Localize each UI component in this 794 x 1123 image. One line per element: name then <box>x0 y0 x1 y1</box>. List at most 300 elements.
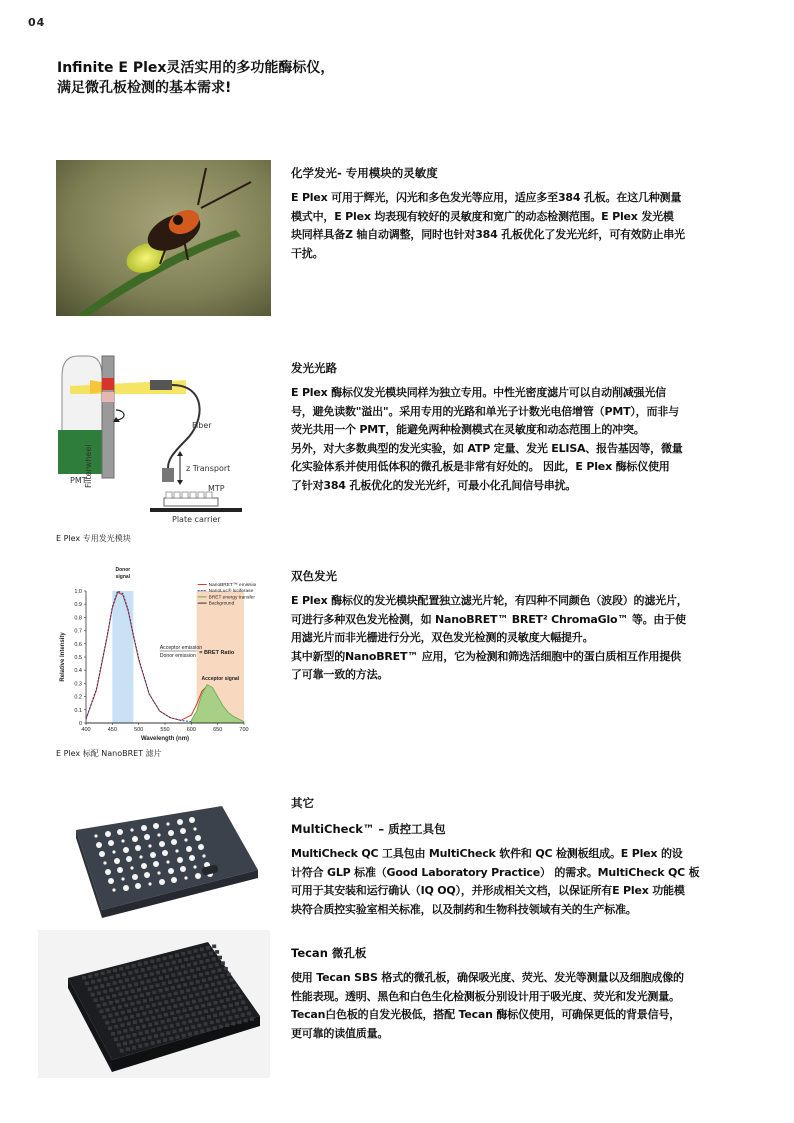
plate-well <box>179 1028 183 1032</box>
plate-well <box>136 1026 140 1030</box>
plate-well <box>231 1022 235 1026</box>
plate-well <box>103 990 107 994</box>
multicheck-hole <box>150 852 156 858</box>
plate-well <box>193 974 197 978</box>
annotation-donor-emission: Donor emission <box>159 653 196 659</box>
plate-well <box>121 1011 125 1015</box>
section-heading: 其它 <box>291 796 314 810</box>
multicheck-hole <box>135 883 141 889</box>
plate-well <box>223 992 227 996</box>
plate-well <box>128 997 132 1001</box>
paragraph-line: 其中新型的NanoBRET™ 应用，它为检测和筛选活细胞中的蛋白质相互作用提供 <box>291 649 681 663</box>
y-tick-label: 1.0 <box>74 589 82 595</box>
plate-well <box>198 998 202 1002</box>
plate-well <box>214 1001 218 1005</box>
plate-well <box>241 1001 245 1005</box>
x-tick-label: 550 <box>160 727 170 733</box>
plate-well <box>146 1005 150 1009</box>
plate-well <box>102 1015 106 1019</box>
plate-well <box>166 962 170 966</box>
plate-well <box>164 1013 168 1017</box>
page-number: 04 <box>28 16 46 29</box>
plate-well <box>226 1011 230 1015</box>
plate-well <box>122 973 126 977</box>
paragraph-line: 使用 Tecan SBS 格式的微孔板，确保吸光度、荧光、发光等测量以及细胞成像的 <box>291 971 684 984</box>
plate-well <box>111 1019 115 1023</box>
plate-well <box>233 984 237 988</box>
y-tick-label: 0.8 <box>74 615 82 622</box>
plate-well <box>169 1037 173 1041</box>
plate-well <box>216 1007 220 1011</box>
plate-well <box>244 1019 248 1023</box>
plate-well <box>109 988 113 992</box>
plate-well <box>221 961 225 965</box>
plate-well <box>97 991 101 995</box>
plate-well <box>188 1020 192 1024</box>
plate-well <box>123 1042 127 1046</box>
multicheck-hole <box>123 847 129 853</box>
paragraph-line: 可进行多种双色发光检测，如 NanoBRET™ BRET² ChromaGlo™ 等。由于使 <box>291 612 686 626</box>
plate-well <box>142 1012 146 1016</box>
multicheck-hole <box>153 823 159 829</box>
annotation-donor-signal-2: signal <box>115 574 131 580</box>
plate-well <box>211 995 215 999</box>
plate-well <box>238 1008 242 1012</box>
multicheck-hole <box>195 873 201 879</box>
y-tick-label: 0.9 <box>74 602 82 609</box>
plate-well <box>205 971 209 975</box>
plate-well <box>138 963 142 967</box>
section-paragraph <box>291 845 751 919</box>
firefly-photo <box>56 160 271 316</box>
plate-well <box>138 1044 142 1048</box>
plate-well <box>161 1020 165 1024</box>
x-tick-label: 500 <box>134 727 144 733</box>
plate-well <box>230 978 234 982</box>
section-paragraph <box>291 969 751 1043</box>
y-tick-label: 0.7 <box>74 628 82 635</box>
plate-well <box>115 1000 119 1004</box>
multicheck-hole <box>148 844 151 847</box>
plate-well <box>215 963 219 967</box>
plate-well <box>163 957 167 961</box>
plate-well <box>210 1008 214 1012</box>
plate-well <box>215 950 219 954</box>
plate-well <box>195 1005 199 1009</box>
plate-well <box>157 1040 161 1044</box>
plate-well <box>141 968 145 972</box>
plate-well <box>145 1017 149 1021</box>
plate-well <box>226 998 230 1002</box>
plate-well <box>206 959 210 963</box>
plate-well <box>150 972 154 976</box>
multicheck-hole <box>108 840 114 846</box>
plate-well <box>144 974 148 978</box>
paragraph-line: 更可靠的读值质量。 <box>291 1026 389 1040</box>
plate-well <box>161 995 165 999</box>
x-tick-label: 650 <box>213 727 223 733</box>
plate-well <box>112 994 116 998</box>
multicheck-hole <box>141 825 147 831</box>
plate-well <box>206 946 210 950</box>
paragraph-line: E Plex 酶标仪的发光模块配置独立滤光片轮，有四种不同颜色（波段）的滤光片， <box>291 594 688 607</box>
multicheck-hole <box>168 830 174 836</box>
plate-well <box>181 952 185 956</box>
plate-well <box>140 1006 144 1010</box>
plate-well <box>117 1043 121 1047</box>
plate-well <box>185 1014 189 1018</box>
plate-well <box>194 949 198 953</box>
label-z-transport: z Transport <box>186 464 231 473</box>
plate-well <box>162 982 166 986</box>
plate-well <box>151 1029 155 1033</box>
plate-well <box>167 1006 171 1010</box>
section-tecan-plates <box>291 945 751 1043</box>
plate-well <box>186 989 190 993</box>
plate-well <box>182 1021 186 1025</box>
plate-well <box>150 960 154 964</box>
plate-well <box>223 980 227 984</box>
plate-well <box>178 959 182 963</box>
paragraph-line: 计符合 GLP 标准（Good Laboratory Practice） 的需求。MultiCheck QC 板 <box>291 865 700 879</box>
plate-well <box>199 973 203 977</box>
plate-well <box>126 1047 130 1051</box>
legend-label: Background <box>208 601 235 607</box>
plate-well <box>201 1004 205 1008</box>
plate-well <box>99 1010 103 1014</box>
plate-well <box>167 1019 171 1023</box>
plate-well <box>218 968 222 972</box>
plate-well <box>91 993 95 997</box>
chart-band-donor <box>112 591 133 723</box>
plate-well <box>144 961 148 965</box>
plate-well <box>118 1005 122 1009</box>
paragraph-line: 可用于其安装和运行确认（IQ OQ），并形成相关文档，以保证所有E Plex 功能模 <box>291 884 685 897</box>
plate-well <box>186 1001 190 1005</box>
plate-well <box>160 1033 164 1037</box>
plate-well <box>125 991 129 995</box>
plate-well <box>219 1025 223 1029</box>
paragraph-line: 化实验体系并使用低体积的微孔板是非常有好处的。 因此，E Plex 酶标仪使用 <box>291 460 670 473</box>
plate-well <box>82 976 86 980</box>
plate-well <box>149 985 153 989</box>
legend-label: NanoLuc® luciferase <box>208 589 254 595</box>
plate-well <box>113 969 117 973</box>
plate-well <box>100 997 104 1001</box>
x-axis-label: Wavelength (nm) <box>140 736 190 742</box>
paragraph-line: 块符合质控实验室相关标准，以及制药和生物科技领域有关的生产标准。 <box>291 902 637 916</box>
plate-well <box>235 989 239 993</box>
paragraph-line: E Plex 酶标仪发光模块同样为独立专用。中性光密度滤片可以自动削减强光信 <box>291 386 666 399</box>
plate-well <box>176 1023 180 1027</box>
plate-well <box>137 975 141 979</box>
plate-well <box>207 1028 211 1032</box>
plate-well <box>94 986 98 990</box>
plate-well <box>182 1034 186 1038</box>
label-pmt: PMT <box>70 476 87 485</box>
plate-well <box>176 1010 180 1014</box>
multicheck-hole <box>166 822 169 825</box>
multicheck-hole <box>177 857 183 863</box>
label-filterwheel: Filterwheel <box>84 444 93 488</box>
plate-well <box>227 973 231 977</box>
plate-well <box>88 975 92 979</box>
plate-well <box>241 1013 245 1017</box>
plate-well <box>134 995 138 999</box>
plate-well <box>88 987 92 991</box>
label-fiber: Fiber <box>192 421 212 430</box>
plate-well <box>197 955 201 959</box>
plate-well <box>152 1003 156 1007</box>
plate-well <box>159 976 163 980</box>
plate-well <box>140 994 144 998</box>
plate-well <box>187 976 191 980</box>
paragraph-line: 块同样具备Z 轴自动调整，同时也针对384 孔板优化了发光光纤，可有效防止串光 <box>291 228 685 241</box>
y-axis-label: Relative Intensity <box>60 632 66 682</box>
paragraph-line: 了针对384 孔板优化的发光光纤，可最小化孔间信号串扰。 <box>291 478 577 492</box>
plate-well <box>106 983 110 987</box>
plate-well <box>214 988 218 992</box>
plate-well <box>212 945 216 949</box>
plate-well <box>149 998 153 1002</box>
plate-well <box>207 1002 211 1006</box>
plate-well <box>232 1009 236 1013</box>
plate-well <box>180 977 184 981</box>
plate-well <box>247 1012 251 1016</box>
multicheck-hole <box>186 846 192 852</box>
y-tick-label: 0.5 <box>74 655 82 661</box>
plate-well <box>168 968 172 972</box>
plate-well <box>225 1023 229 1027</box>
y-tick-label: 0.6 <box>74 641 82 648</box>
plate-well <box>174 992 178 996</box>
label-plate-carrier: Plate carrier <box>172 515 221 524</box>
plate-well <box>169 955 173 959</box>
plate-well <box>151 1041 155 1045</box>
paragraph-line: MultiCheck QC 工具包由 MultiCheck 软件和 QC 检测板组成。E Plex 的设 <box>291 847 683 860</box>
plate-well <box>168 993 172 997</box>
plate-well <box>207 1015 211 1019</box>
plate-well <box>178 972 182 976</box>
x-tick-label: 700 <box>239 727 249 733</box>
plate-well <box>161 1007 165 1011</box>
plate-well <box>114 1025 118 1029</box>
multicheck-hole <box>148 882 151 885</box>
plate-well <box>159 989 163 993</box>
page-title <box>57 58 477 98</box>
plate-well <box>181 965 185 969</box>
plate-well <box>157 1027 161 1031</box>
multicheck-hole <box>189 855 195 861</box>
plate-well <box>229 991 233 995</box>
plate-well <box>158 1014 162 1018</box>
paragraph-line: 干扰。 <box>291 246 324 260</box>
plate-well <box>203 953 207 957</box>
plate-well <box>156 958 160 962</box>
plate-well <box>201 1017 205 1021</box>
multicheck-hole <box>162 850 168 856</box>
plate-well <box>217 994 221 998</box>
plate-well <box>191 1025 195 1029</box>
plate-well <box>124 1004 128 1008</box>
section-heading: 化学发光- 专用模块的灵敏度 <box>291 166 438 180</box>
multicheck-hole <box>177 819 183 825</box>
plate-well <box>133 1020 137 1024</box>
plate-well <box>130 1015 134 1019</box>
multicheck-hole <box>108 878 114 884</box>
plate-well <box>196 980 200 984</box>
multicheck-hole <box>126 856 132 862</box>
plate-well <box>194 1031 198 1035</box>
annotation-acceptor-emission: Acceptor emission <box>159 645 203 651</box>
multicheck-hole <box>189 817 195 823</box>
plate-well <box>226 985 230 989</box>
plate-well <box>223 1005 227 1009</box>
plate-well <box>195 993 199 997</box>
multicheck-hole <box>159 879 165 885</box>
plate-well <box>164 1000 168 1004</box>
annotation-bret-ratio: = BRET Ratio <box>199 650 235 656</box>
multicheck-hole <box>184 876 187 879</box>
legend-label: BRET energy transfer <box>208 595 255 601</box>
paragraph-line: 性能表现。透明、黑色和白色生化检测板分别设计用于吸光度、荧光和发光测量。 <box>291 989 680 1003</box>
plate-well <box>173 1030 177 1034</box>
plate-well <box>166 1031 170 1035</box>
plate-well <box>192 1000 196 1004</box>
plate-well <box>91 980 95 984</box>
plate-well <box>213 1014 217 1018</box>
plate-well <box>125 978 129 982</box>
plate-well <box>222 1018 226 1022</box>
plate-well <box>193 962 197 966</box>
plate-well <box>120 1036 124 1040</box>
plate-well <box>147 967 151 971</box>
plate-well <box>214 976 218 980</box>
plate-well <box>143 986 147 990</box>
plate-well <box>190 956 194 960</box>
optical-path-diagram <box>56 350 256 530</box>
x-tick-label: 450 <box>107 727 117 733</box>
multicheck-hole <box>195 835 201 841</box>
plate-well <box>117 1031 121 1035</box>
plate-well <box>187 963 191 967</box>
multicheck-hole <box>99 851 105 857</box>
tecan-microplate-photo <box>38 930 270 1078</box>
y-tick-label: 0.4 <box>74 668 82 675</box>
section-subheading: MultiCheck™ – 质控工具包 <box>291 822 446 836</box>
plate-well <box>183 996 187 1000</box>
plate-well <box>192 1013 196 1017</box>
diagram-caption: E Plex 专用发光模块 <box>56 534 131 543</box>
page-title-line-1: Infinite E Plex灵活实用的多功能酶标仪， <box>57 60 335 76</box>
plate-well <box>149 1010 153 1014</box>
plate-well <box>171 986 175 990</box>
plate-well <box>171 999 175 1003</box>
plate-well <box>208 990 212 994</box>
paragraph-line: 了可靠一致的方法。 <box>291 668 389 681</box>
plate-well <box>195 1018 199 1022</box>
plate-well <box>198 1011 202 1015</box>
plate-well <box>196 967 200 971</box>
plate-well <box>130 1002 134 1006</box>
plate-well <box>108 1026 112 1030</box>
plate-well <box>156 971 160 975</box>
plate-well <box>132 1046 136 1050</box>
annotation-donor-signal: Donor <box>115 567 131 573</box>
plate-well <box>184 970 188 974</box>
section-heading: 双色发光 <box>291 569 337 583</box>
plate-well <box>164 1026 168 1030</box>
multicheck-hole <box>105 831 111 837</box>
plate-well <box>135 1039 139 1043</box>
plate-well <box>154 1034 158 1038</box>
plate-well <box>209 952 213 956</box>
paragraph-line: E Plex 可用于辉光，闪光和多色发光等应用，适应多至384 孔板。在这几种测量 <box>291 191 682 204</box>
section-other <box>291 795 751 919</box>
multicheck-hole <box>175 849 178 852</box>
section-paragraph <box>291 384 751 495</box>
plate-well <box>199 986 203 990</box>
multicheck-hole <box>132 836 138 842</box>
plate-well <box>232 996 236 1000</box>
plate-well <box>103 1003 107 1007</box>
plate-well <box>121 1023 125 1027</box>
plate-well <box>97 1004 101 1008</box>
plate-well <box>165 988 169 992</box>
plate-well <box>85 982 89 986</box>
paragraph-line: 用滤光片而非光栅进行分光，双色发光检测的灵敏度大幅提升。 <box>291 631 594 644</box>
plate-well <box>110 976 114 980</box>
plate-well <box>106 995 110 999</box>
multicheck-hole <box>94 834 97 837</box>
plate-well <box>176 1035 180 1039</box>
plate-well <box>180 1003 184 1007</box>
plate-well <box>156 983 160 987</box>
multicheck-hole <box>117 829 123 835</box>
plate-well <box>112 1007 116 1011</box>
plate-well <box>180 990 184 994</box>
plate-well <box>199 960 203 964</box>
plate-well <box>220 999 224 1003</box>
plate-well <box>94 998 98 1002</box>
plate-well <box>120 1049 124 1053</box>
plate-well <box>134 982 138 986</box>
plate-well <box>152 1016 156 1020</box>
legend-label: NanoBRET™ emission <box>208 583 256 588</box>
plate-well <box>148 1036 152 1040</box>
plate-well <box>116 987 120 991</box>
plate-well <box>115 1012 119 1016</box>
paragraph-line: 号，避免读数"溢出"。采用专用的光路和单光子计数光电倍增管（PMT），而非与 <box>291 404 679 418</box>
multicheck-hole <box>144 834 150 840</box>
section-dual-color <box>291 568 751 685</box>
annotation-acceptor-signal: Acceptor signal <box>201 676 240 682</box>
multicheck-hole <box>144 872 150 878</box>
multicheck-hole <box>103 861 106 864</box>
plate-well <box>140 981 144 985</box>
plate-well <box>212 957 216 961</box>
plate-well <box>119 967 123 971</box>
plate-well <box>127 1009 131 1013</box>
plate-well <box>190 969 194 973</box>
chart-caption: E Plex 标配 NanoBRET 滤片 <box>56 749 162 758</box>
multicheck-hole <box>135 845 141 851</box>
plate-well <box>179 1016 183 1020</box>
plate-well <box>192 987 196 991</box>
multicheck-hole <box>123 885 129 891</box>
plate-well <box>109 1001 113 1005</box>
y-tick-label: 0.3 <box>74 681 82 688</box>
